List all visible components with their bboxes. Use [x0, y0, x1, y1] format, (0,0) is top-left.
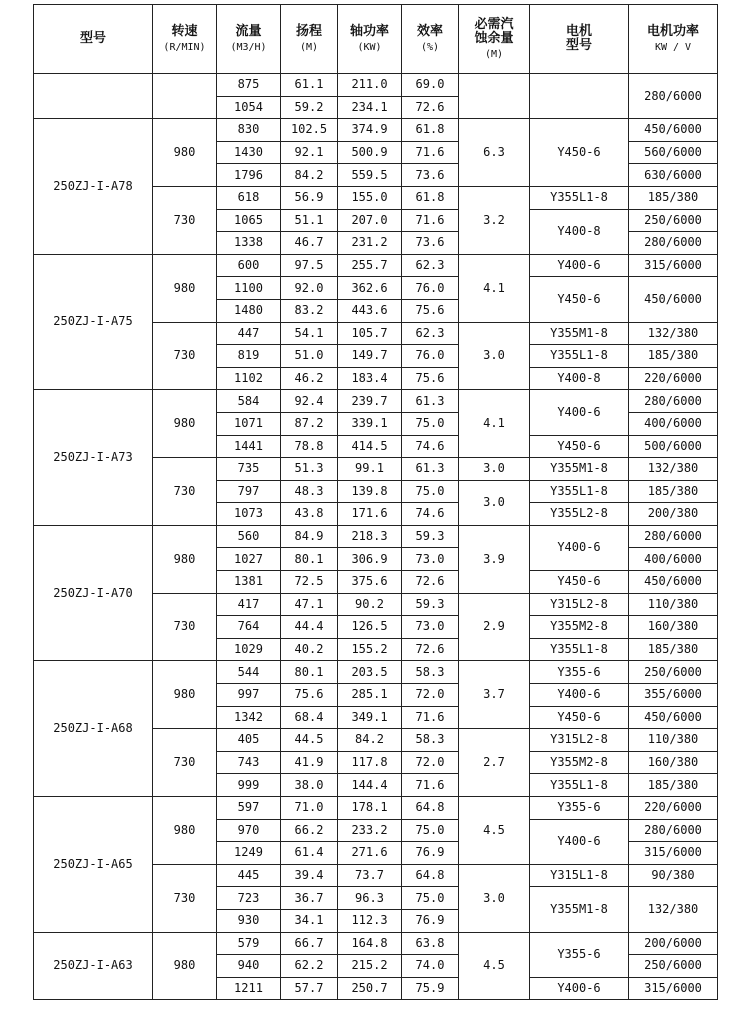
- head-cell: 84.2: [281, 164, 338, 187]
- motor-model-cell: Y355L1-8: [530, 345, 629, 368]
- flow-cell: 1480: [217, 299, 281, 322]
- flow-cell: 930: [217, 909, 281, 932]
- motor-model-cell: Y355-6: [530, 932, 629, 977]
- flow-cell: 1441: [217, 435, 281, 458]
- motor-power-cell: 250/6000: [629, 209, 718, 232]
- power-cell: 164.8: [338, 932, 402, 955]
- head-cell: 92.4: [281, 390, 338, 413]
- head-cell: 72.5: [281, 571, 338, 594]
- flow-cell: 1073: [217, 503, 281, 526]
- speed-cell: 980: [153, 390, 217, 458]
- motor-power-cell: 400/6000: [629, 412, 718, 435]
- power-cell: 155.2: [338, 638, 402, 661]
- npsh-cell: 4.1: [459, 254, 530, 322]
- power-cell: 339.1: [338, 412, 402, 435]
- flow-cell: 417: [217, 593, 281, 616]
- npsh-cell: 3.7: [459, 661, 530, 729]
- npsh-cell: 6.3: [459, 119, 530, 187]
- npsh-cell: 3.9: [459, 525, 530, 593]
- speed-cell: 980: [153, 254, 217, 322]
- flow-cell: 584: [217, 390, 281, 413]
- power-cell: 183.4: [338, 367, 402, 390]
- efficiency-cell: 72.6: [402, 638, 459, 661]
- head-cell: 62.2: [281, 955, 338, 978]
- power-cell: 96.3: [338, 887, 402, 910]
- head-cell: 46.2: [281, 367, 338, 390]
- power-cell: 271.6: [338, 842, 402, 865]
- flow-cell: 1054: [217, 96, 281, 119]
- table-row: [34, 932, 718, 955]
- power-cell: 239.7: [338, 390, 402, 413]
- power-cell: 374.9: [338, 119, 402, 142]
- power-cell: 99.1: [338, 458, 402, 481]
- flow-cell: 1071: [217, 412, 281, 435]
- head-cell: 44.5: [281, 729, 338, 752]
- model-cell: 250ZJ-I-A63: [34, 932, 153, 1000]
- head-cell: 97.5: [281, 254, 338, 277]
- table-row: [34, 390, 718, 413]
- head-cell: 61.4: [281, 842, 338, 865]
- header-npsh: 必需汽 蚀余量 (M): [459, 5, 530, 74]
- efficiency-cell: 61.8: [402, 186, 459, 209]
- motor-power-cell: 450/6000: [629, 706, 718, 729]
- motor-model-cell: Y400-6: [530, 819, 629, 864]
- motor-model-cell: Y400-6: [530, 525, 629, 570]
- motor-power-cell: 250/6000: [629, 955, 718, 978]
- motor-power-cell: 200/6000: [629, 932, 718, 955]
- motor-power-cell: 400/6000: [629, 548, 718, 571]
- efficiency-cell: 72.6: [402, 96, 459, 119]
- power-cell: 362.6: [338, 277, 402, 300]
- motor-power-cell: 220/6000: [629, 367, 718, 390]
- motor-model-cell: Y355M2-8: [530, 751, 629, 774]
- motor-power-cell: 315/6000: [629, 842, 718, 865]
- head-cell: 39.4: [281, 864, 338, 887]
- motor-model-cell: Y355L2-8: [530, 503, 629, 526]
- power-cell: 559.5: [338, 164, 402, 187]
- head-cell: 59.2: [281, 96, 338, 119]
- motor-model-cell: Y400-6: [530, 684, 629, 707]
- efficiency-cell: 74.6: [402, 435, 459, 458]
- head-cell: 51.3: [281, 458, 338, 481]
- header-shaft-power: 轴功率 (KW): [338, 5, 402, 74]
- power-cell: 171.6: [338, 503, 402, 526]
- motor-model-cell: Y400-6: [530, 390, 629, 435]
- efficiency-cell: 73.6: [402, 164, 459, 187]
- motor-model-cell: Y315L2-8: [530, 729, 629, 752]
- motor-power-cell: 185/380: [629, 638, 718, 661]
- head-cell: 47.1: [281, 593, 338, 616]
- npsh-cell: 3.0: [459, 480, 530, 525]
- efficiency-cell: 76.0: [402, 277, 459, 300]
- head-cell: 43.8: [281, 503, 338, 526]
- flow-cell: 560: [217, 525, 281, 548]
- table-row: [34, 74, 718, 97]
- speed-cell: 730: [153, 593, 217, 661]
- motor-power-cell: 500/6000: [629, 435, 718, 458]
- head-cell: 68.4: [281, 706, 338, 729]
- efficiency-cell: 64.8: [402, 797, 459, 820]
- power-cell: 149.7: [338, 345, 402, 368]
- speed-cell: 730: [153, 458, 217, 526]
- flow-cell: 1249: [217, 842, 281, 865]
- motor-model-cell: Y355L1-8: [530, 638, 629, 661]
- header-flow: 流量 (M3/H): [217, 5, 281, 74]
- power-cell: 443.6: [338, 299, 402, 322]
- speed-cell: 980: [153, 932, 217, 1000]
- flow-cell: 764: [217, 616, 281, 639]
- motor-power-cell: 250/6000: [629, 661, 718, 684]
- motor-power-cell: 450/6000: [629, 571, 718, 594]
- power-cell: 211.0: [338, 74, 402, 97]
- npsh-cell: 4.5: [459, 797, 530, 865]
- head-cell: 61.1: [281, 74, 338, 97]
- motor-power-cell: 132/380: [629, 887, 718, 932]
- power-cell: 144.4: [338, 774, 402, 797]
- motor-model-cell: Y400-8: [530, 367, 629, 390]
- npsh-cell: 3.2: [459, 186, 530, 254]
- power-cell: 306.9: [338, 548, 402, 571]
- motor-model-cell: Y450-6: [530, 706, 629, 729]
- efficiency-cell: 76.9: [402, 909, 459, 932]
- flow-cell: 579: [217, 932, 281, 955]
- model-cell: 250ZJ-I-A78: [34, 119, 153, 255]
- motor-power-cell: 450/6000: [629, 277, 718, 322]
- power-cell: 105.7: [338, 322, 402, 345]
- flow-cell: 743: [217, 751, 281, 774]
- head-cell: 66.7: [281, 932, 338, 955]
- flow-cell: 723: [217, 887, 281, 910]
- motor-power-cell: 630/6000: [629, 164, 718, 187]
- motor-model-cell: Y315L1-8: [530, 864, 629, 887]
- efficiency-cell: 71.6: [402, 706, 459, 729]
- flow-cell: 1338: [217, 232, 281, 255]
- flow-cell: 1342: [217, 706, 281, 729]
- motor-power-cell: 315/6000: [629, 254, 718, 277]
- motor-power-cell: 315/6000: [629, 977, 718, 1000]
- motor-model-cell: Y355L1-8: [530, 774, 629, 797]
- head-cell: 80.1: [281, 661, 338, 684]
- motor-power-cell: 90/380: [629, 864, 718, 887]
- speed-cell: 730: [153, 322, 217, 390]
- flow-cell: 940: [217, 955, 281, 978]
- head-cell: 102.5: [281, 119, 338, 142]
- motor-power-cell: 280/6000: [629, 525, 718, 548]
- flow-cell: 1065: [217, 209, 281, 232]
- motor-power-cell: 185/380: [629, 480, 718, 503]
- header-motor-power: 电机功率 KW / V: [629, 5, 718, 74]
- efficiency-cell: 72.6: [402, 571, 459, 594]
- motor-power-cell: 355/6000: [629, 684, 718, 707]
- flow-cell: 797: [217, 480, 281, 503]
- flow-cell: 1029: [217, 638, 281, 661]
- power-cell: 215.2: [338, 955, 402, 978]
- power-cell: 234.1: [338, 96, 402, 119]
- head-cell: 56.9: [281, 186, 338, 209]
- power-cell: 233.2: [338, 819, 402, 842]
- head-cell: 80.1: [281, 548, 338, 571]
- model-cell: 250ZJ-I-A75: [34, 254, 153, 390]
- efficiency-cell: 73.0: [402, 548, 459, 571]
- efficiency-cell: 71.6: [402, 209, 459, 232]
- npsh-cell: 4.1: [459, 390, 530, 458]
- motor-power-cell: 160/380: [629, 616, 718, 639]
- efficiency-cell: 75.0: [402, 887, 459, 910]
- power-cell: 231.2: [338, 232, 402, 255]
- efficiency-cell: 62.3: [402, 322, 459, 345]
- power-cell: 285.1: [338, 684, 402, 707]
- head-cell: 48.3: [281, 480, 338, 503]
- header-row: [34, 5, 718, 74]
- header-model: 型号: [34, 5, 153, 74]
- head-cell: 92.1: [281, 141, 338, 164]
- flow-cell: 875: [217, 74, 281, 97]
- motor-model-cell: Y355-6: [530, 661, 629, 684]
- power-cell: 414.5: [338, 435, 402, 458]
- efficiency-cell: 71.6: [402, 774, 459, 797]
- flow-cell: 445: [217, 864, 281, 887]
- motor-model-cell: Y355L1-8: [530, 480, 629, 503]
- head-cell: 41.9: [281, 751, 338, 774]
- header-motor-model: 电机 型号: [530, 5, 629, 74]
- model-cell: 250ZJ-I-A70: [34, 525, 153, 661]
- head-cell: 44.4: [281, 616, 338, 639]
- motor-power-cell: 220/6000: [629, 797, 718, 820]
- table-row: [34, 525, 718, 548]
- head-cell: 51.1: [281, 209, 338, 232]
- motor-model-cell: Y450-6: [530, 435, 629, 458]
- speed-cell: 980: [153, 661, 217, 729]
- head-cell: 71.0: [281, 797, 338, 820]
- speed-cell: 980: [153, 797, 217, 865]
- power-cell: 250.7: [338, 977, 402, 1000]
- header-speed: 转速 (R/MIN): [153, 5, 217, 74]
- npsh-cell: 2.9: [459, 593, 530, 661]
- power-cell: 139.8: [338, 480, 402, 503]
- power-cell: 349.1: [338, 706, 402, 729]
- efficiency-cell: 71.6: [402, 141, 459, 164]
- speed-cell: 980: [153, 525, 217, 593]
- npsh-cell: 4.5: [459, 932, 530, 1000]
- flow-cell: 1102: [217, 367, 281, 390]
- flow-cell: 405: [217, 729, 281, 752]
- header-efficiency: 效率 (%): [402, 5, 459, 74]
- head-cell: 54.1: [281, 322, 338, 345]
- motor-power-cell: 280/6000: [629, 232, 718, 255]
- power-cell: 126.5: [338, 616, 402, 639]
- motor-model-cell: Y400-6: [530, 977, 629, 1000]
- motor-power-cell: 110/380: [629, 593, 718, 616]
- power-cell: 112.3: [338, 909, 402, 932]
- motor-power-cell: 132/380: [629, 458, 718, 481]
- head-cell: 87.2: [281, 412, 338, 435]
- motor-model-cell: Y355L1-8: [530, 186, 629, 209]
- efficiency-cell: 76.9: [402, 842, 459, 865]
- motor-model-cell: Y355M2-8: [530, 616, 629, 639]
- motor-model-cell: Y450-6: [530, 571, 629, 594]
- speed-cell: 730: [153, 864, 217, 932]
- efficiency-cell: 69.0: [402, 74, 459, 97]
- power-cell: 73.7: [338, 864, 402, 887]
- flow-cell: 1381: [217, 571, 281, 594]
- motor-model-cell: Y450-6: [530, 277, 629, 322]
- efficiency-cell: 75.0: [402, 412, 459, 435]
- model-cell: 250ZJ-I-A65: [34, 797, 153, 933]
- efficiency-cell: 59.3: [402, 525, 459, 548]
- flow-cell: 1211: [217, 977, 281, 1000]
- flow-cell: 819: [217, 345, 281, 368]
- motor-power-cell: 160/380: [629, 751, 718, 774]
- motor-model-cell: Y355M1-8: [530, 887, 629, 932]
- efficiency-cell: 61.8: [402, 119, 459, 142]
- efficiency-cell: 58.3: [402, 661, 459, 684]
- motor-power-cell: 280/6000: [629, 390, 718, 413]
- efficiency-cell: 75.9: [402, 977, 459, 1000]
- motor-power-cell: 110/380: [629, 729, 718, 752]
- motor-model-cell: [530, 74, 629, 119]
- speed-cell: 730: [153, 729, 217, 797]
- pump-spec-table: [33, 4, 718, 1000]
- efficiency-cell: 61.3: [402, 390, 459, 413]
- head-cell: 75.6: [281, 684, 338, 707]
- model-cell: 250ZJ-I-A68: [34, 661, 153, 797]
- head-cell: 84.9: [281, 525, 338, 548]
- efficiency-cell: 73.0: [402, 616, 459, 639]
- efficiency-cell: 59.3: [402, 593, 459, 616]
- motor-model-cell: Y355M1-8: [530, 458, 629, 481]
- head-cell: 92.0: [281, 277, 338, 300]
- header-head: 扬程 (M): [281, 5, 338, 74]
- efficiency-cell: 63.8: [402, 932, 459, 955]
- head-cell: 38.0: [281, 774, 338, 797]
- head-cell: 78.8: [281, 435, 338, 458]
- head-cell: 46.7: [281, 232, 338, 255]
- power-cell: 218.3: [338, 525, 402, 548]
- flow-cell: 618: [217, 186, 281, 209]
- motor-power-cell: 280/6000: [629, 819, 718, 842]
- head-cell: 34.1: [281, 909, 338, 932]
- npsh-cell: 3.0: [459, 458, 530, 481]
- motor-model-cell: Y355-6: [530, 797, 629, 820]
- table-row: [34, 661, 718, 684]
- flow-cell: 1430: [217, 141, 281, 164]
- efficiency-cell: 74.0: [402, 955, 459, 978]
- motor-power-cell: 280/6000: [629, 74, 718, 119]
- motor-power-cell: 185/380: [629, 774, 718, 797]
- power-cell: 178.1: [338, 797, 402, 820]
- motor-model-cell: Y450-6: [530, 119, 629, 187]
- motor-model-cell: Y355M1-8: [530, 322, 629, 345]
- efficiency-cell: 75.6: [402, 367, 459, 390]
- flow-cell: 447: [217, 322, 281, 345]
- table-row: [34, 254, 718, 277]
- efficiency-cell: 72.0: [402, 751, 459, 774]
- power-cell: 203.5: [338, 661, 402, 684]
- flow-cell: 830: [217, 119, 281, 142]
- efficiency-cell: 64.8: [402, 864, 459, 887]
- motor-power-cell: 450/6000: [629, 119, 718, 142]
- power-cell: 207.0: [338, 209, 402, 232]
- flow-cell: 999: [217, 774, 281, 797]
- flow-cell: 1027: [217, 548, 281, 571]
- motor-model-cell: Y400-8: [530, 209, 629, 254]
- efficiency-cell: 72.0: [402, 684, 459, 707]
- flow-cell: 997: [217, 684, 281, 707]
- speed-cell: 730: [153, 186, 217, 254]
- efficiency-cell: 62.3: [402, 254, 459, 277]
- head-cell: 36.7: [281, 887, 338, 910]
- head-cell: 66.2: [281, 819, 338, 842]
- power-cell: 500.9: [338, 141, 402, 164]
- power-cell: 84.2: [338, 729, 402, 752]
- table-row: [34, 119, 718, 142]
- efficiency-cell: 61.3: [402, 458, 459, 481]
- flow-cell: 600: [217, 254, 281, 277]
- power-cell: 255.7: [338, 254, 402, 277]
- flow-cell: 970: [217, 819, 281, 842]
- table-row: [34, 797, 718, 820]
- npsh-cell: 2.7: [459, 729, 530, 797]
- efficiency-cell: 58.3: [402, 729, 459, 752]
- motor-model-cell: Y315L2-8: [530, 593, 629, 616]
- motor-power-cell: 185/380: [629, 345, 718, 368]
- flow-cell: 597: [217, 797, 281, 820]
- efficiency-cell: 75.0: [402, 480, 459, 503]
- head-cell: 57.7: [281, 977, 338, 1000]
- efficiency-cell: 75.6: [402, 299, 459, 322]
- power-cell: 117.8: [338, 751, 402, 774]
- efficiency-cell: 76.0: [402, 345, 459, 368]
- power-cell: 90.2: [338, 593, 402, 616]
- efficiency-cell: 73.6: [402, 232, 459, 255]
- flow-cell: 735: [217, 458, 281, 481]
- motor-power-cell: 185/380: [629, 186, 718, 209]
- head-cell: 83.2: [281, 299, 338, 322]
- motor-model-cell: Y400-6: [530, 254, 629, 277]
- efficiency-cell: 74.6: [402, 503, 459, 526]
- speed-cell: [153, 74, 217, 119]
- flow-cell: 1100: [217, 277, 281, 300]
- npsh-cell: 3.0: [459, 322, 530, 390]
- speed-cell: 980: [153, 119, 217, 187]
- motor-power-cell: 200/380: [629, 503, 718, 526]
- efficiency-cell: 75.0: [402, 819, 459, 842]
- power-cell: 375.6: [338, 571, 402, 594]
- flow-cell: 1796: [217, 164, 281, 187]
- head-cell: 51.0: [281, 345, 338, 368]
- head-cell: 40.2: [281, 638, 338, 661]
- model-cell: [34, 74, 153, 119]
- npsh-cell: 3.0: [459, 864, 530, 932]
- motor-power-cell: 560/6000: [629, 141, 718, 164]
- flow-cell: 544: [217, 661, 281, 684]
- power-cell: 155.0: [338, 186, 402, 209]
- motor-power-cell: 132/380: [629, 322, 718, 345]
- npsh-cell: [459, 74, 530, 119]
- model-cell: 250ZJ-I-A73: [34, 390, 153, 526]
